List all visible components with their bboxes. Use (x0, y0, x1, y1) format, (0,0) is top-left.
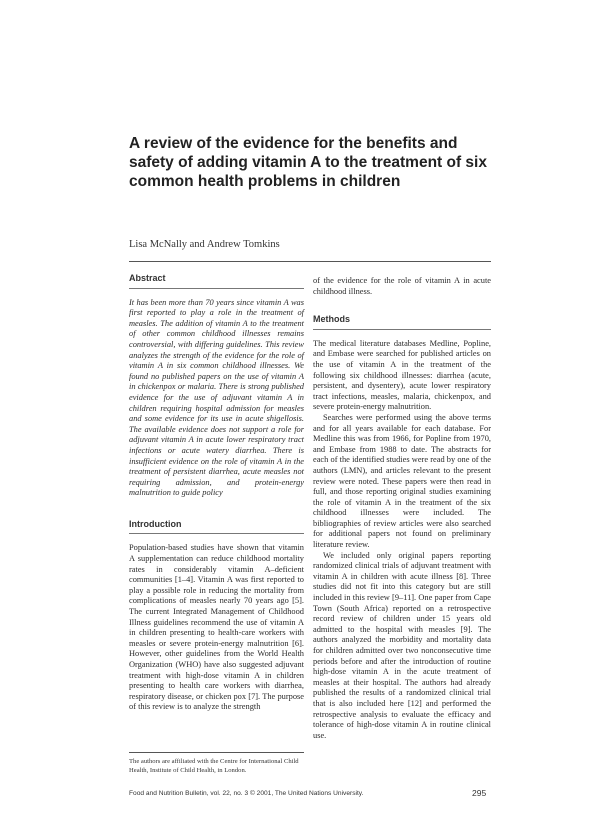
article-title: A review of the evidence for the benefits and safety of adding vitamin A to the treatment of six common health problems in children (129, 135, 487, 190)
author-affiliation-footnote: The authors are affiliated with the Centre for International Child Health, Institute of Child Health, in London. (129, 758, 299, 774)
abstract-body: It has been more than 70 years since vitamin A was first reported to play a role in the treatment of measles. The addition of vitamin A to the treatment of other common childhood illnesses remains controversial, with differing guidelines. This review analyzes the strength of the evidence for the role of vitamin A in six common childhood illnesses. We found no published papers on the use of vitamin A in chickenpox or malaria. There is strong published evidence for the use of adjuvant vitamin A in children requiring hospital admission for measles and some evidence for its use in acute shigellosis. The available evidence does not support a role for adjuvant vitamin A in acute lower respiratory tract infections or acute watery diarrhea. There is insufficient evidence on the role of vitamin A in the treatment of persistent diarrhea, acute measles not requiring admission, and protein-energy malnutrition to guide policy (129, 297, 304, 498)
abstract-heading-rule (129, 288, 304, 289)
introduction-heading: Introduction (129, 518, 182, 529)
methods-paragraph: We included only original papers reporting randomized clinical trials of adjuvant treatment with vitamin A in children with acute illness [8]. Three studies did not fit into this category but are still included in this review [9–11]. One paper from Cape Town (South Africa) reported on a retrospective record review of children under 15 years old admitted to the hospital with measles [9]. The authors analyzed the morbidity and mortality data for children admitted over two nonconsecutive time periods before and after the introduction of routine high-dose vitamin A in the acute treatment of measles at their hospital. The authors had already published the results of a randomized clinical trial that is also included here [12] and performed the retrospective analysis to evaluate the efficacy and tolerance of high-dose vitamin A in routine clinical use. (313, 550, 491, 740)
introduction-body: Population-based studies have shown that vitamin A supplementation can reduce childhood mortality rates in considerably vitamin A–deficient communities [1–4]. Vitamin A was first reported to play a possible role in reducing the mortality from complications of measles nearly 70 years ago [5]. The current Integrated Management of Childhood Illness guidelines recommend the use of vitamin A in children presenting to health-care workers with measles or severe protein-energy malnutrition [6]. However, other guidelines from the World Health Organization (WHO) have also suggested adjuvant treatment with high-dose vitamin A in children presenting to health care workers with diarrhea, respiratory disease, or chicken pox [7]. The purpose of this review is to analyze the strength (129, 543, 304, 712)
header-rule (129, 261, 491, 262)
methods-heading: Methods (313, 314, 350, 325)
methods-paragraph: The medical literature databases Medline, Popline, and Embase were searched for published articles on the use of vitamin A in the treatment of the following six childhood illnesses: diarrhea (acute, persistent, and dysentery), acute lower respiratory tract infections, measles, malaria, chickenpox, and severe protein-energy malnutrition. (313, 338, 491, 412)
abstract-heading: Abstract (129, 273, 166, 283)
right-column (313, 276, 491, 741)
continued-text: of the evidence for the role of vitamin A in acute childhood illness. (313, 276, 491, 296)
author-list: Lisa McNally and Andrew Tomkins (129, 239, 280, 250)
journal-citation: Food and Nutrition Bulletin, vol. 22, no. 3 © 2001, The United Nations University. (129, 790, 364, 797)
methods-paragraph: Searches were performed using the above terms and for all years available for each database. For Medline this was from 1966, for Popline from 1970, and Embase from 1988 to date. The abstracts for each of the identified studies were read by one of the authors (LMN), and articles relevant to the present review were noted. These papers were then read in full, and those reporting original studies examining the role of vitamin A in the treatment of the six childhood illnesses were included. The bibliographies of review articles were also searched for additional papers not found on preliminary literature review. (313, 412, 491, 550)
methods-heading-rule (313, 329, 491, 330)
footnote-rule (129, 752, 304, 753)
introduction-heading-rule (129, 533, 304, 534)
page-number: 295 (472, 788, 487, 798)
left-column (129, 273, 304, 713)
